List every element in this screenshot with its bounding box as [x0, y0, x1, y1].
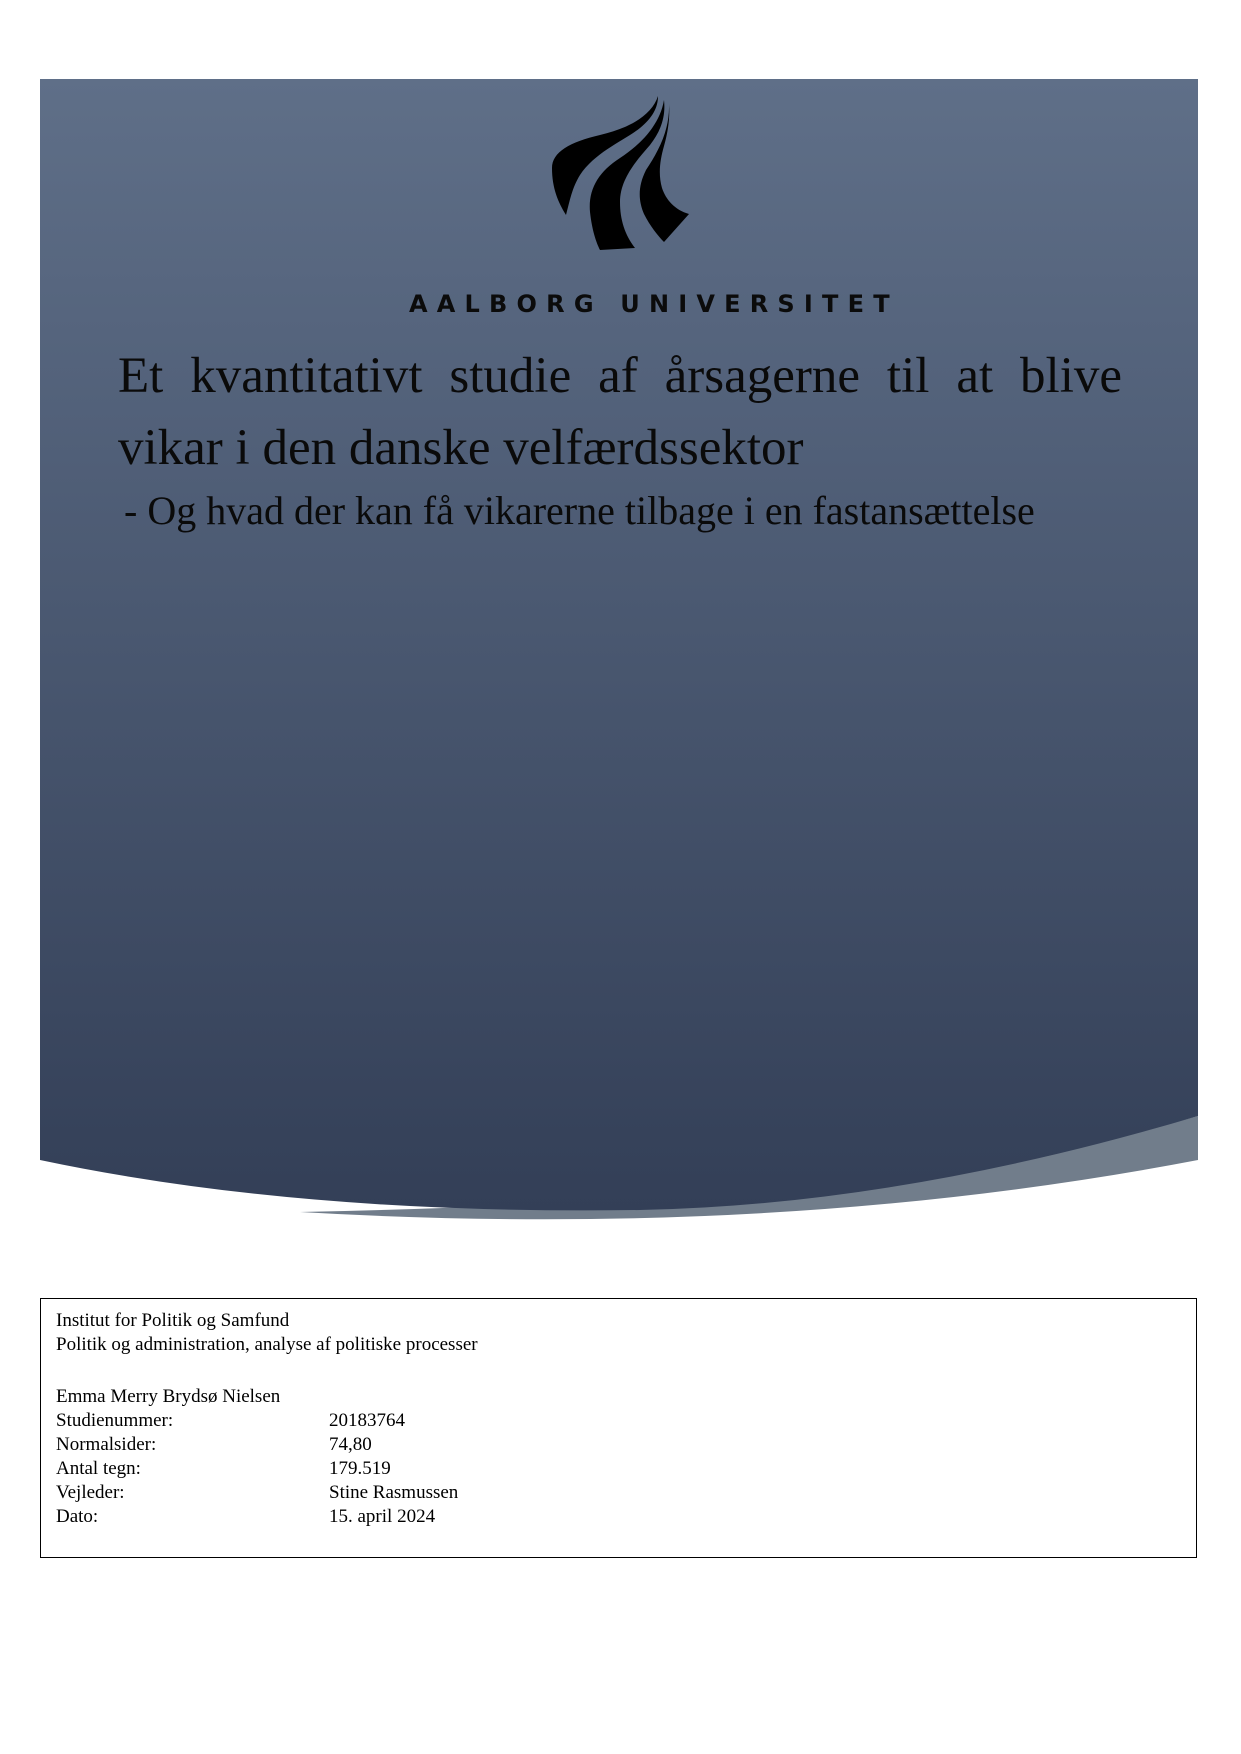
- field-value: 15. april 2024: [329, 1506, 436, 1527]
- author-name: Emma Merry Brydsø Nielsen: [56, 1386, 281, 1407]
- aau-logo-icon: [540, 90, 690, 250]
- field-value: 20183764: [329, 1410, 405, 1431]
- info-box: [40, 1298, 1197, 1558]
- field-row-character-count: [56, 1457, 1181, 1481]
- field-row-student-number: [56, 1409, 1181, 1433]
- field-value: 179.519: [329, 1458, 391, 1479]
- field-row-supervisor: [56, 1481, 1181, 1505]
- field-row-date: [56, 1505, 1181, 1529]
- field-label: Vejleder:: [56, 1482, 125, 1503]
- field-label: Studienummer:: [56, 1410, 174, 1431]
- document-subtitle: - Og hvad der kan få vikarerne tilbage i en fastansættelse: [124, 488, 1035, 533]
- document-title: Et kvantitativt studie af årsagerne til at blive vikar i den danske velfærdssektor: [118, 348, 1122, 476]
- university-wordmark: AALBORG UNIVERSITET: [409, 290, 899, 318]
- institute-label: Institut for Politik og Samfund: [56, 1310, 290, 1331]
- field-label: Antal tegn:: [56, 1458, 141, 1479]
- field-label: Normalsider:: [56, 1434, 157, 1455]
- field-row-normal-pages: [56, 1433, 1181, 1457]
- field-label: Dato:: [56, 1506, 99, 1527]
- field-value: Stine Rasmussen: [329, 1482, 459, 1503]
- field-value: 74,80: [329, 1434, 372, 1455]
- program-label: Politik og administration, analyse af politiske processer: [56, 1334, 478, 1355]
